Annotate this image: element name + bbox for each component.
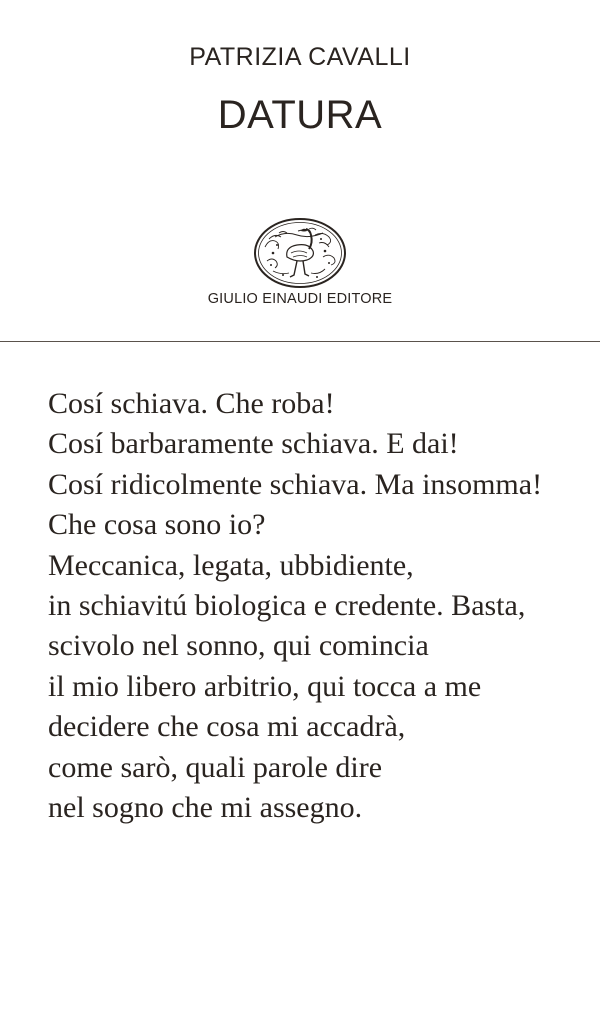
book-title: DATURA [217,93,383,137]
poem-line: scivolo nel sonno, qui comincia [48,629,429,663]
poem-line: in schiavitú biologica e credente. Basta, [48,589,526,623]
poem-line: Che cosa sono io? [48,508,266,542]
poem-line: Cosí barbaramente schiava. E dai! [48,427,459,461]
poem-line: decidere che cosa mi accadrà, [48,710,406,744]
ostrich-emblem-icon [253,217,347,289]
poem-text [48,384,593,828]
poem-line: Meccanica, legata, ubbidiente, [48,548,414,582]
author-name: PATRIZIA CAVALLI [189,43,411,71]
horizontal-divider [0,341,600,342]
publisher-name: GIULIO EINAUDI EDITORE [207,291,393,307]
poem-line: come sarò, quali parole dire [48,750,383,784]
poem-line: Cosí schiava. Che roba! [48,387,335,420]
poem-line: Cosí ridicolmente schiava. Ma insomma! [48,467,543,501]
poem-line: il mio libero arbitrio, qui tocca a me [48,669,482,703]
poem-line: nel sogno che mi assegno. [48,791,363,825]
